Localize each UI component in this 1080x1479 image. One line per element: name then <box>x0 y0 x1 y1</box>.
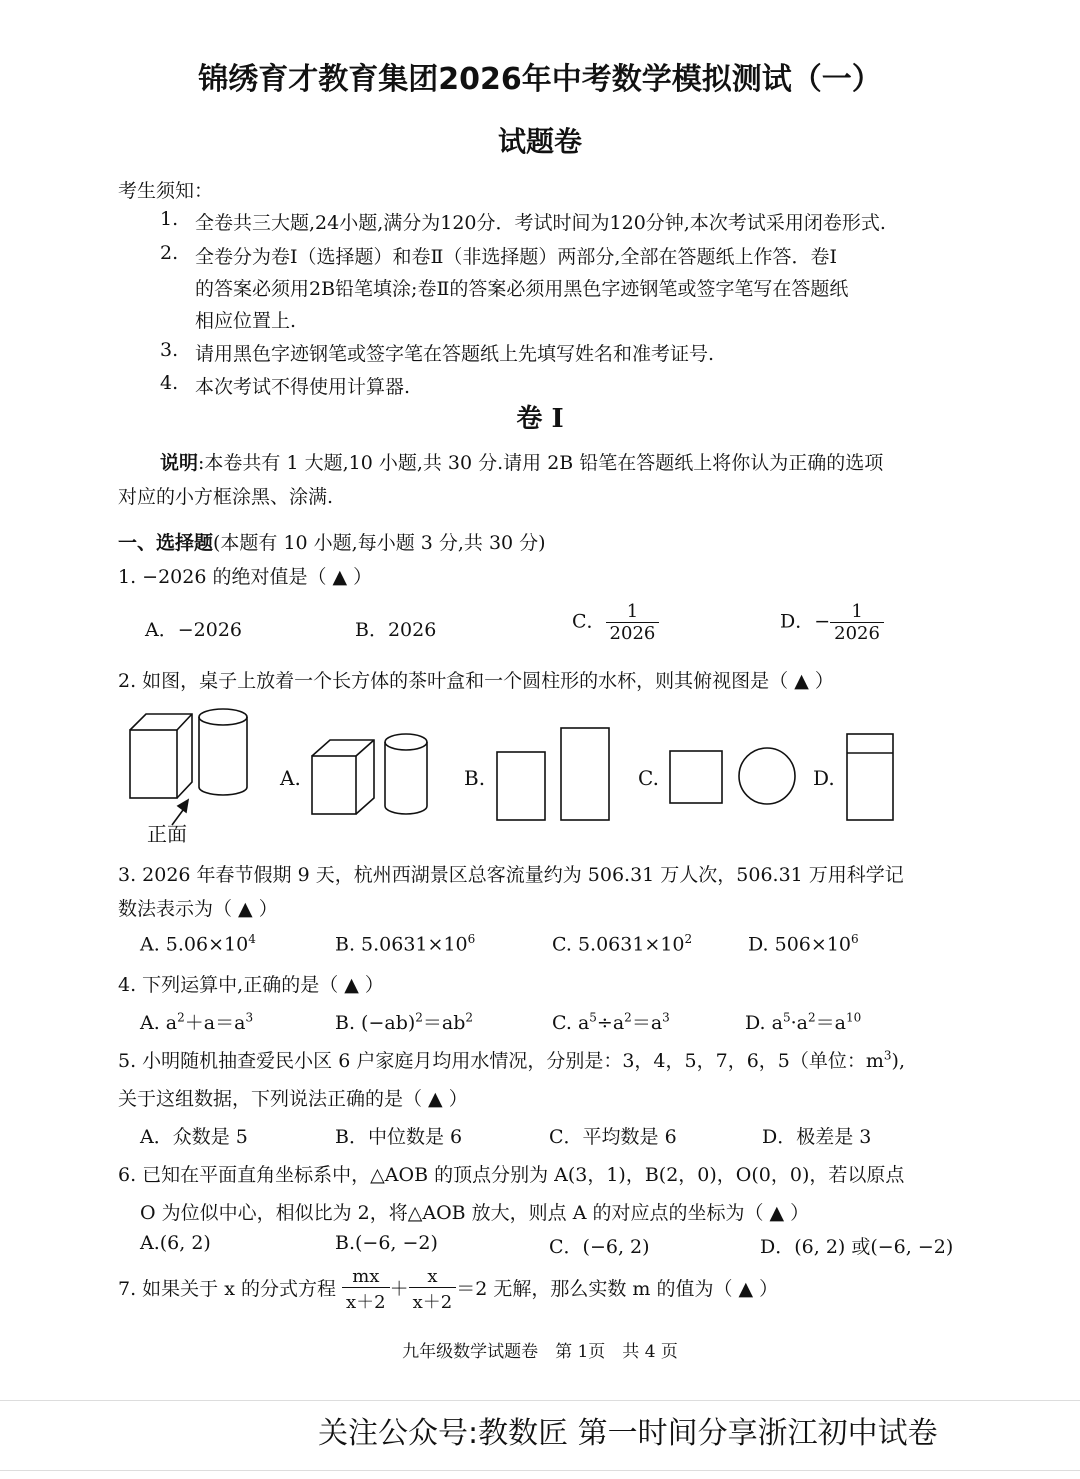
q4-a-part: A. a <box>140 1012 178 1034</box>
q2-stem: 2. 如图，桌子上放着一个长方体的茶叶盒和一个圆柱形的水杯，则其俯视图是（ ▲ ） <box>118 670 834 692</box>
q2-option-c-drawing-icon <box>670 748 795 804</box>
q1-option-c-label: C． <box>572 610 606 633</box>
q2-option-a-drawing-icon <box>312 734 427 814</box>
q4-option-c <box>552 1008 670 1035</box>
q4-c-exp1: 5 <box>589 1010 597 1025</box>
q4-c-part: C. a <box>552 1012 590 1034</box>
q2-option-b: B. <box>464 766 486 790</box>
q4-d-exp1: 5 <box>782 1010 791 1025</box>
notice-item-2-line3: 相应位置上. <box>195 310 297 332</box>
q3-option-c <box>552 932 692 955</box>
q1-option-b: B．2026 <box>355 619 437 641</box>
notice-item-1-num: 1. <box>160 208 179 230</box>
q5-option-d: D．极差是 3 <box>762 1126 872 1148</box>
q1-c-denominator: 2026 <box>609 623 656 644</box>
q6-option-c: C．(−6, 2) <box>549 1236 650 1258</box>
q4-b-part2: ＝ab <box>422 1012 466 1034</box>
q2-option-a: A. <box>280 766 301 790</box>
notice-item-3: 请用黑色字迹钢笔或签字笔在答题纸上先填写姓名和准考证号. <box>195 343 715 365</box>
q5-option-c: C．平均数是 6 <box>549 1126 677 1148</box>
q5-unit-exp: 3 <box>883 1048 892 1063</box>
q1-d-denominator: 2026 <box>834 623 880 644</box>
q2-figure <box>120 700 910 845</box>
q4-d-exp2: 2 <box>807 1010 816 1025</box>
q7-fraction-1 <box>342 1266 390 1314</box>
section-title: 卷 Ⅰ <box>516 404 564 434</box>
q1-option-a: A．−2026 <box>145 619 242 641</box>
q3-c-base: C. 5.0631×10 <box>552 933 685 956</box>
q2-option-d-drawing-icon <box>847 734 893 820</box>
q4-c-part2: ÷a <box>596 1012 625 1034</box>
q5-stem-line1 <box>118 1046 905 1073</box>
q2-setup-box-icon <box>130 714 192 798</box>
q4-b-exp2: 2 <box>465 1010 474 1025</box>
q2-setup-cylinder-icon <box>199 709 247 795</box>
q4-b-exp1: 2 <box>415 1010 423 1025</box>
q5-option-a: A．众数是 5 <box>140 1126 248 1148</box>
q7-post: ＝2 无解，那么实数 m 的值为（ ▲ ） <box>456 1278 779 1300</box>
q6-stem-line1: 6. 已知在平面直角坐标系中，△AOB 的顶点分别为 A(3，1)，B(2，0)，O(0，0)，若以原点 <box>118 1164 905 1186</box>
q1-d-numerator: 1 <box>830 601 884 623</box>
section-desc-line1 <box>160 448 883 475</box>
q4-d-part3: ＝a <box>815 1012 846 1034</box>
q3-option-d <box>748 932 859 955</box>
q3-b-exp: 6 <box>467 932 476 946</box>
q6-option-d: D．(6, 2) 或(−6, −2) <box>760 1236 954 1258</box>
promo-banner: 关注公众号:教数匠 第一时间分享浙江初中试卷 <box>318 1416 938 1451</box>
q7-pre: 7. 如果关于 x 的分式方程 <box>118 1278 336 1300</box>
q4-a-part2: ＋a＝a <box>184 1012 246 1034</box>
q3-stem-line1: 3. 2026 年春节假期 9 天，杭州西湖景区总客流量约为 506.31 万人次，506.31 万用科学记 <box>118 864 904 886</box>
notice-item-2-line2: 的答案必须用2B铅笔填涂;卷Ⅱ的答案必须用黑色字迹钢笔或签字笔写在答题纸 <box>195 278 849 300</box>
part-heading <box>118 528 546 555</box>
q3-stem-line2: 数法表示为（ ▲ ） <box>118 898 278 920</box>
section-desc-text: :本卷共有 1 大题,10 小题,共 30 分.请用 2B 铅笔在答题纸上将你认为正确的选项 <box>198 452 884 474</box>
notice-item-3-num: 3. <box>160 339 179 361</box>
notice-item-1: 全卷共三大题,24小题,满分为120分．考试时间为120分钟,本次考试采用闭卷形式. <box>195 212 886 234</box>
q3-option-a <box>140 932 256 955</box>
notice-item-2-num: 2. <box>160 242 179 264</box>
part-label: 一、选择题 <box>118 532 214 554</box>
q4-c-exp2: 2 <box>624 1010 632 1025</box>
q1-option-d-fraction <box>830 601 884 644</box>
q1-option-d <box>780 601 884 644</box>
q4-c-exp3: 3 <box>662 1010 670 1025</box>
q3-d-exp: 6 <box>851 932 859 946</box>
q5-line1-end: ), <box>891 1050 905 1072</box>
q1-c-numerator: 1 <box>606 601 660 623</box>
q7-stem <box>118 1266 778 1314</box>
notice-item-2-line1: 全卷分为卷Ⅰ（选择题）和卷Ⅱ（非选择题）两部分,全部在答题纸上作答．卷Ⅰ <box>195 246 837 268</box>
q3-c-exp: 2 <box>684 932 693 946</box>
page-footer: 九年级数学试题卷 第 1页 共 4 页 <box>402 1342 678 1362</box>
page-title: 锦绣育才教育集团2026年中考数学模拟测试（一） <box>198 62 882 97</box>
q2-front-label: 正面 <box>147 822 187 846</box>
q7-fraction-2 <box>409 1266 457 1314</box>
section-desc-line2: 对应的小方框涂黑、涂满. <box>118 486 334 508</box>
q4-b-part: B. (−ab) <box>335 1012 416 1034</box>
q3-d-base: D. 506×10 <box>748 933 851 956</box>
q2-option-d: D. <box>813 766 835 790</box>
q4-stem: 4. 下列运算中,正确的是（ ▲ ） <box>118 974 384 996</box>
q5-stem-line2: 关于这组数据，下列说法正确的是（ ▲ ） <box>118 1088 468 1110</box>
q1-stem: 1. −2026 的绝对值是（ ▲ ） <box>118 566 373 588</box>
q1-option-c-fraction <box>606 601 660 644</box>
q3-b-base: B. 5.0631×10 <box>335 933 468 956</box>
q4-a-exp1: 2 <box>177 1010 185 1025</box>
q3-option-b <box>335 932 475 955</box>
divider-bottom <box>0 1470 1080 1471</box>
q4-d-part2: ·a <box>790 1012 808 1034</box>
notice-item-4-num: 4. <box>160 372 179 394</box>
part-note: (本题有 10 小题,每小题 3 分,共 30 分) <box>213 532 546 554</box>
q1-option-c <box>572 601 659 644</box>
q4-c-part3: ＝a <box>631 1012 663 1034</box>
q4-option-b <box>335 1008 473 1035</box>
q5-option-b: B．中位数是 6 <box>335 1126 463 1148</box>
q3-a-exp: 4 <box>248 932 256 946</box>
q7-f1-denominator: x＋2 <box>346 1292 386 1313</box>
section-desc-label: 说明 <box>160 452 199 474</box>
q4-a-exp2: 3 <box>245 1010 254 1025</box>
notice-heading: 考生须知： <box>118 180 214 202</box>
q4-option-d <box>745 1008 861 1035</box>
q6-option-b: B.(−6, −2) <box>335 1232 438 1254</box>
q7-f1-numerator: mx <box>342 1266 390 1288</box>
q2-option-b-drawing-icon <box>497 728 609 820</box>
q4-d-exp3: 10 <box>845 1010 862 1025</box>
q6-stem-line2: O 为位似中心，相似比为 2，将△AOB 放大，则点 A 的对应点的坐标为（ ▲ ） <box>140 1202 810 1224</box>
q7-f2-numerator: x <box>409 1266 457 1288</box>
q4-option-a <box>140 1008 253 1035</box>
q2-option-c: C. <box>638 766 659 790</box>
q3-a-base: A. 5.06×10 <box>140 933 249 956</box>
q7-f2-denominator: x＋2 <box>412 1292 453 1313</box>
q6-option-a: A.(6, 2) <box>140 1232 211 1254</box>
q5-line1-text: 5. 小明随机抽查爱民小区 6 户家庭月均用水情况，分别是：3，4，5，7，6，5（单位：m <box>118 1050 884 1072</box>
q1-option-d-label: D．− <box>780 610 831 633</box>
notice-item-4: 本次考试不得使用计算器. <box>195 376 411 398</box>
q4-d-part: D. a <box>745 1012 783 1034</box>
divider <box>0 1400 1080 1401</box>
page-subtitle: 试题卷 <box>497 125 582 158</box>
q7-plus: ＋ <box>389 1278 409 1300</box>
